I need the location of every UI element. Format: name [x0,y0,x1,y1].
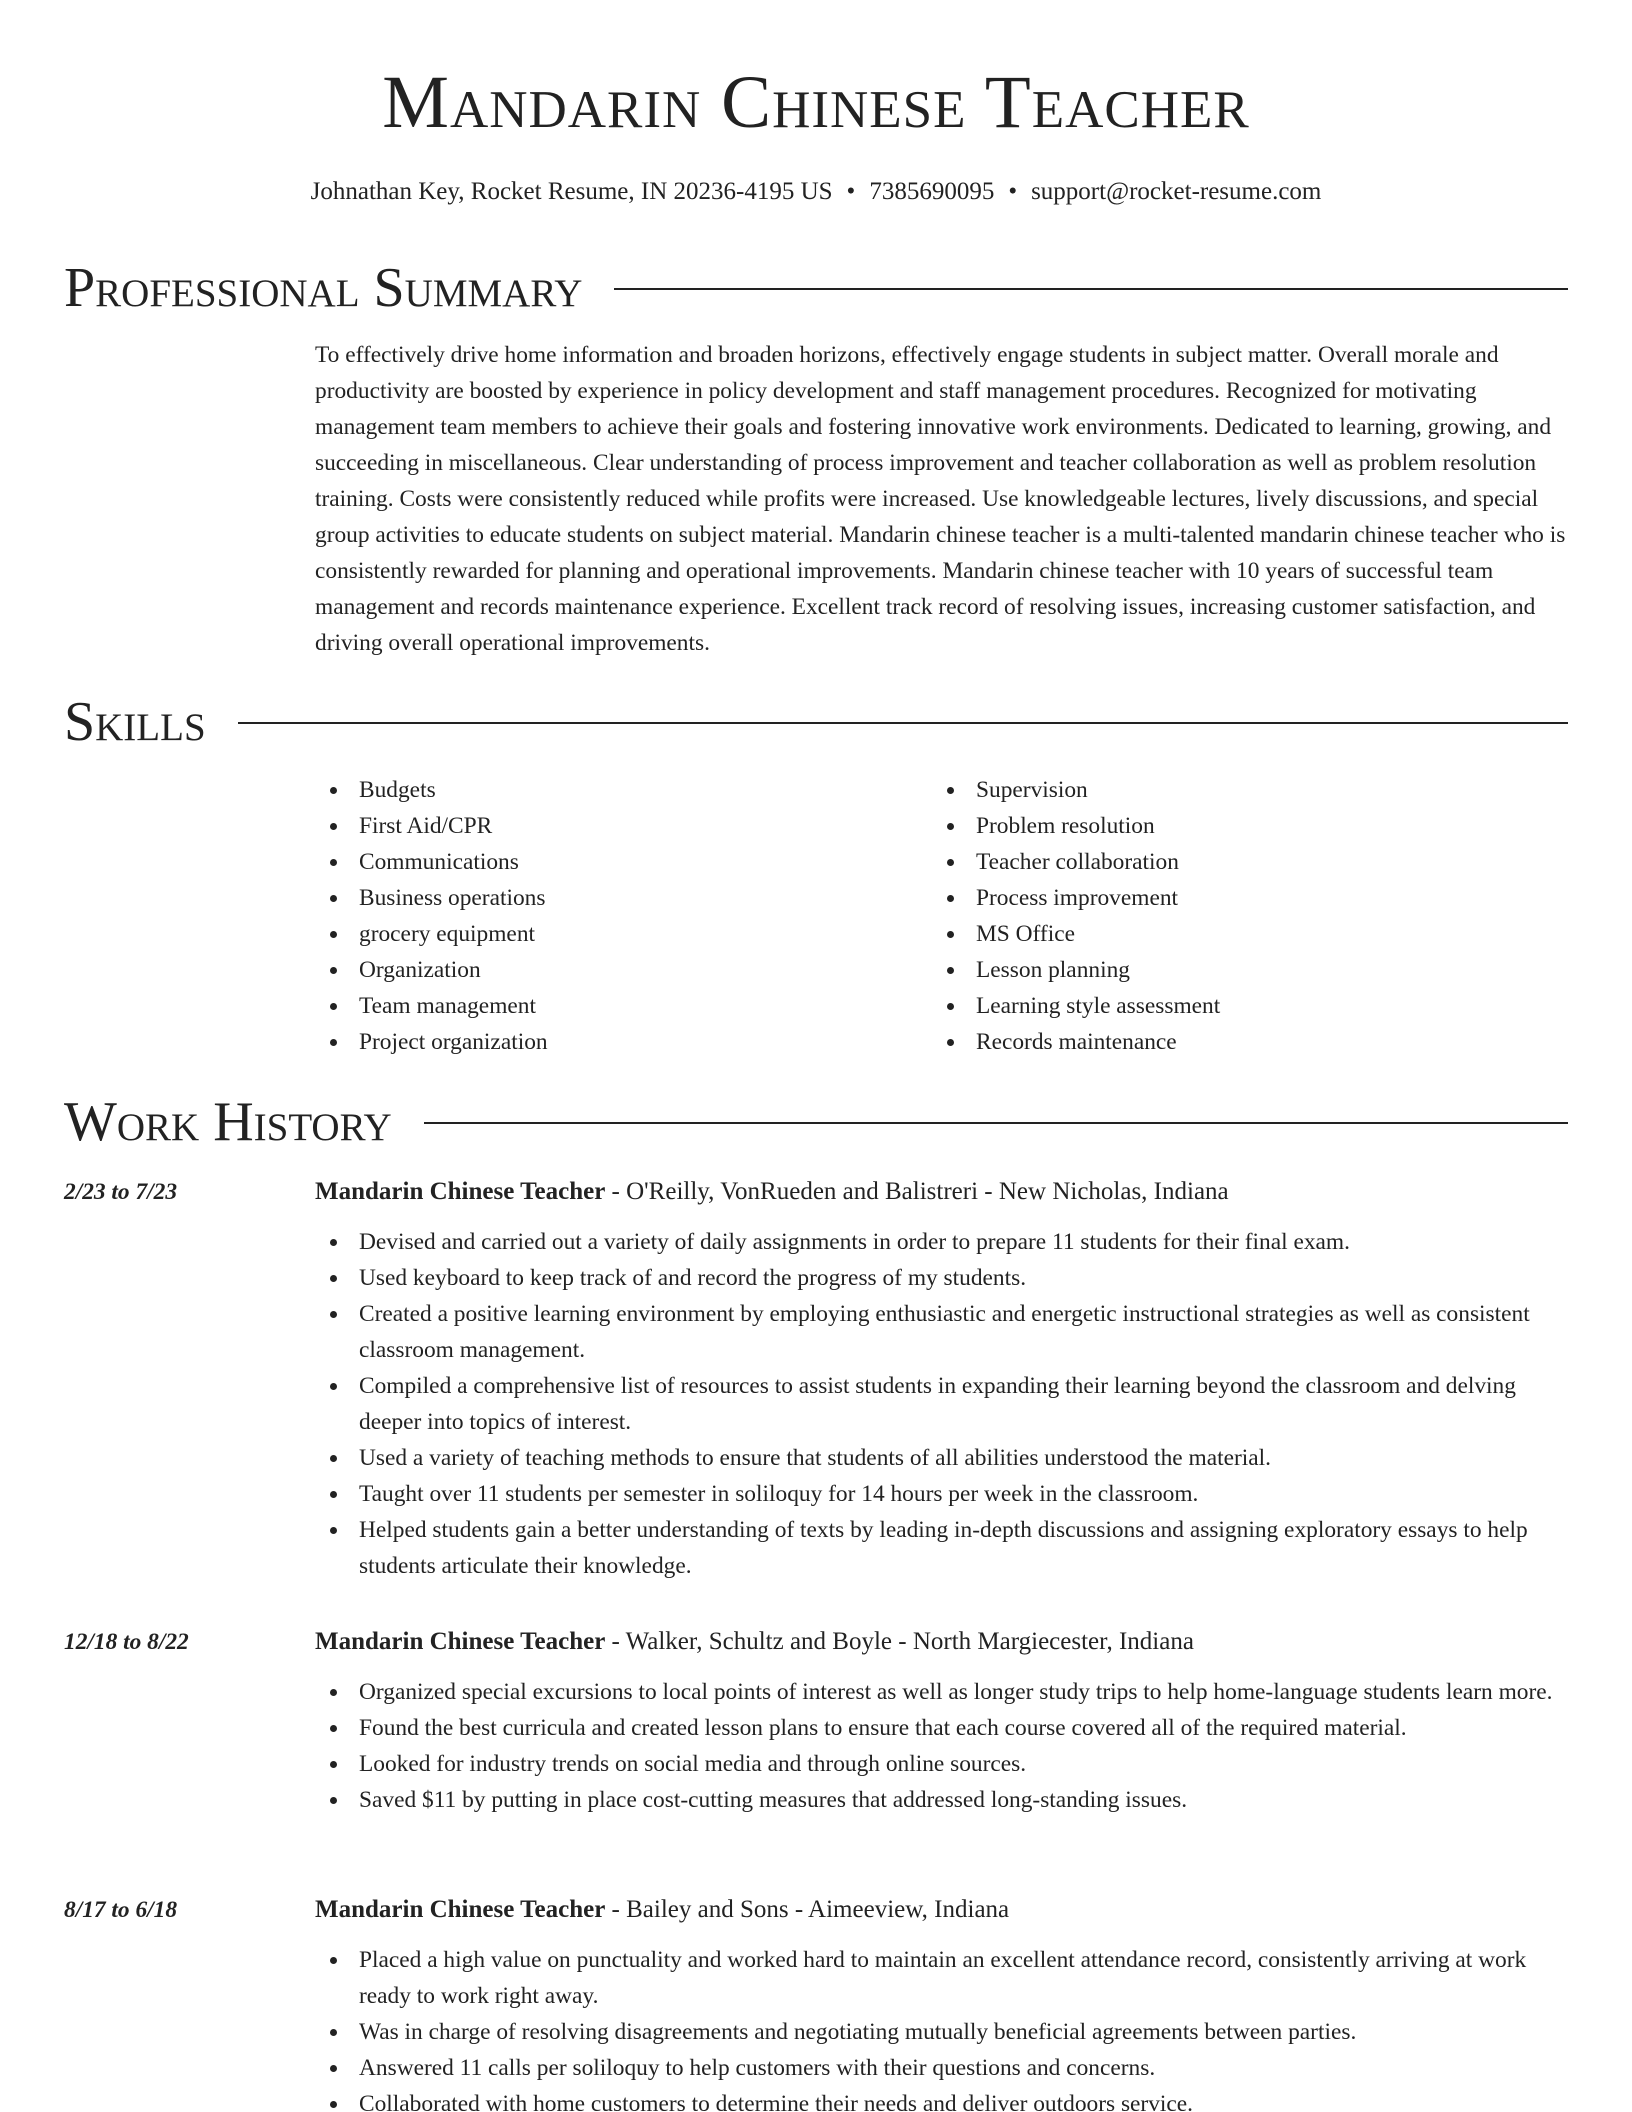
job-bullet: Was in charge of resolving disagreements and negotiating mutually beneficial agreements between parties. [315,2014,1568,2050]
skill-item: Team management [315,988,932,1024]
skills-section-title: Skills [64,691,206,753]
section-divider [238,722,1568,724]
skill-item: Learning style assessment [932,988,1549,1024]
job-bullet: Saved $11 by putting in place cost-cutting measures that addressed long-standing issues. [315,1782,1568,1818]
contact-separator: • [846,178,856,205]
job-title: Mandarin Chinese Teacher [315,1628,606,1655]
job-heading [315,1174,1568,1210]
skill-item: MS Office [932,916,1549,952]
skills-list-left [315,772,932,1060]
skill-item: Supervision [932,772,1549,808]
job-bullet: Taught over 11 students per semester in soliloquy for 14 hours per week in the classroom. [315,1476,1568,1512]
skill-item: First Aid/CPR [315,808,932,844]
skill-item: grocery equipment [315,916,932,952]
job-bullet: Used keyboard to keep track of and record the progress of my students. [315,1260,1568,1296]
skill-item: Budgets [315,772,932,808]
contact-separator: • [1008,178,1018,205]
job-bullet: Devised and carried out a variety of daily assignments in order to prepare 11 students for their final exam. [315,1224,1568,1260]
job-bullet: Helped students gain a better understanding of texts by leading in-depth discussions and assigning exploratory essays to help students articulate their knowledge. [315,1512,1568,1584]
summary-section-header [64,256,1568,320]
skill-item: Teacher collaboration [932,844,1549,880]
job-bullet: Used a variety of teaching methods to ensure that students of all abilities understood the material. [315,1440,1568,1476]
job-title: Mandarin Chinese Teacher [315,1896,606,1923]
job-bullets [315,1942,1568,2112]
job-bullet: Organized special excursions to local points of interest as well as longer study trips to help home-language students learn more. [315,1674,1568,1710]
job-bullet: Created a positive learning environment by employing enthusiastic and energetic instructional strategies as well as consistent classroom management. [315,1296,1568,1368]
job-bullet: Compiled a comprehensive list of resources to assist students in expanding their learning beyond the classroom and delving deeper into topics of interest. [315,1368,1568,1440]
job-heading [315,1624,1568,1660]
section-divider [614,288,1568,290]
section-divider [424,1122,1568,1124]
resume-name-title: Mandarin Chinese Teacher [382,61,1250,144]
contact-phone: 7385690095 [869,178,995,205]
summary-section-title: Professional Summary [64,257,583,319]
job-employer-location: - O'Reilly, VonRueden and Balistreri - New Nicholas, Indiana [605,1178,1229,1205]
skill-item: Records maintenance [932,1024,1549,1060]
skills-list-right [932,772,1549,1060]
contact-line [0,175,1632,209]
work-section-title: Work History [64,1091,392,1153]
job-bullet: Found the best curricula and created lesson plans to ensure that each course covered all of the required material. [315,1710,1568,1746]
work-section-header [64,1090,1568,1154]
skill-item: Lesson planning [932,952,1549,988]
contact-email: support@rocket-resume.com [1031,178,1322,205]
skills-section-header [64,690,1568,754]
job-employer-location: - Bailey and Sons - Aimeeview, Indiana [605,1896,1010,1923]
job-employer-location: - Walker, Schultz and Boyle - North Margiecester, Indiana [605,1628,1194,1655]
skill-item: Problem resolution [932,808,1549,844]
skills-columns [315,772,1568,1060]
job-bullet: Looked for industry trends on social media and through online sources. [315,1746,1568,1782]
job-title: Mandarin Chinese Teacher [315,1178,606,1205]
skill-item: Process improvement [932,880,1549,916]
job-date: 12/18 to 8/22 [64,1629,189,1655]
contact-address: Johnathan Key, Rocket Resume, IN 20236-4195 US [310,178,833,205]
skill-item: Organization [315,952,932,988]
job-bullet: Collaborated with home customers to determine their needs and deliver outdoors service. [315,2086,1568,2112]
job-date: 8/17 to 6/18 [64,1897,178,1923]
job-bullets [315,1224,1568,1584]
skill-item: Business operations [315,880,932,916]
job-bullets [315,1674,1568,1818]
job-bullet: Placed a high value on punctuality and worked hard to maintain an excellent attendance record, consistently arriving at work ready to work right away. [315,1942,1568,2014]
skill-item: Project organization [315,1024,932,1060]
skill-item: Communications [315,844,932,880]
job-date: 2/23 to 7/23 [64,1179,178,1205]
job-heading [315,1892,1568,1928]
job-bullet: Answered 11 calls per soliloquy to help customers with their questions and concerns. [315,2050,1568,2086]
summary-text: To effectively drive home information and broaden horizons, effectively engage students in subject matter. Overall morale and productivity are boosted by experience in policy development and staff management procedures. Recognized for motivating management team members to achieve their goals and fostering innovative work environments. Dedicated to learning, growing, and succeeding in miscellaneous. Clear understanding of process improvement and teacher collaboration as well as problem resolution training. Costs were consistently reduced while profits were increased. Use knowledgeable lectures, lively discussions, and special group activities to educate students on subject material. Mandarin chinese teacher is a multi-talented mandarin chinese teacher who is consistently rewarded for planning and operational improvements. Mandarin chinese teacher with 10 years of successful team management and records maintenance experience. Excellent track record of resolving issues, increasing customer satisfaction, and driving overall operational improvements. [315,342,1566,656]
